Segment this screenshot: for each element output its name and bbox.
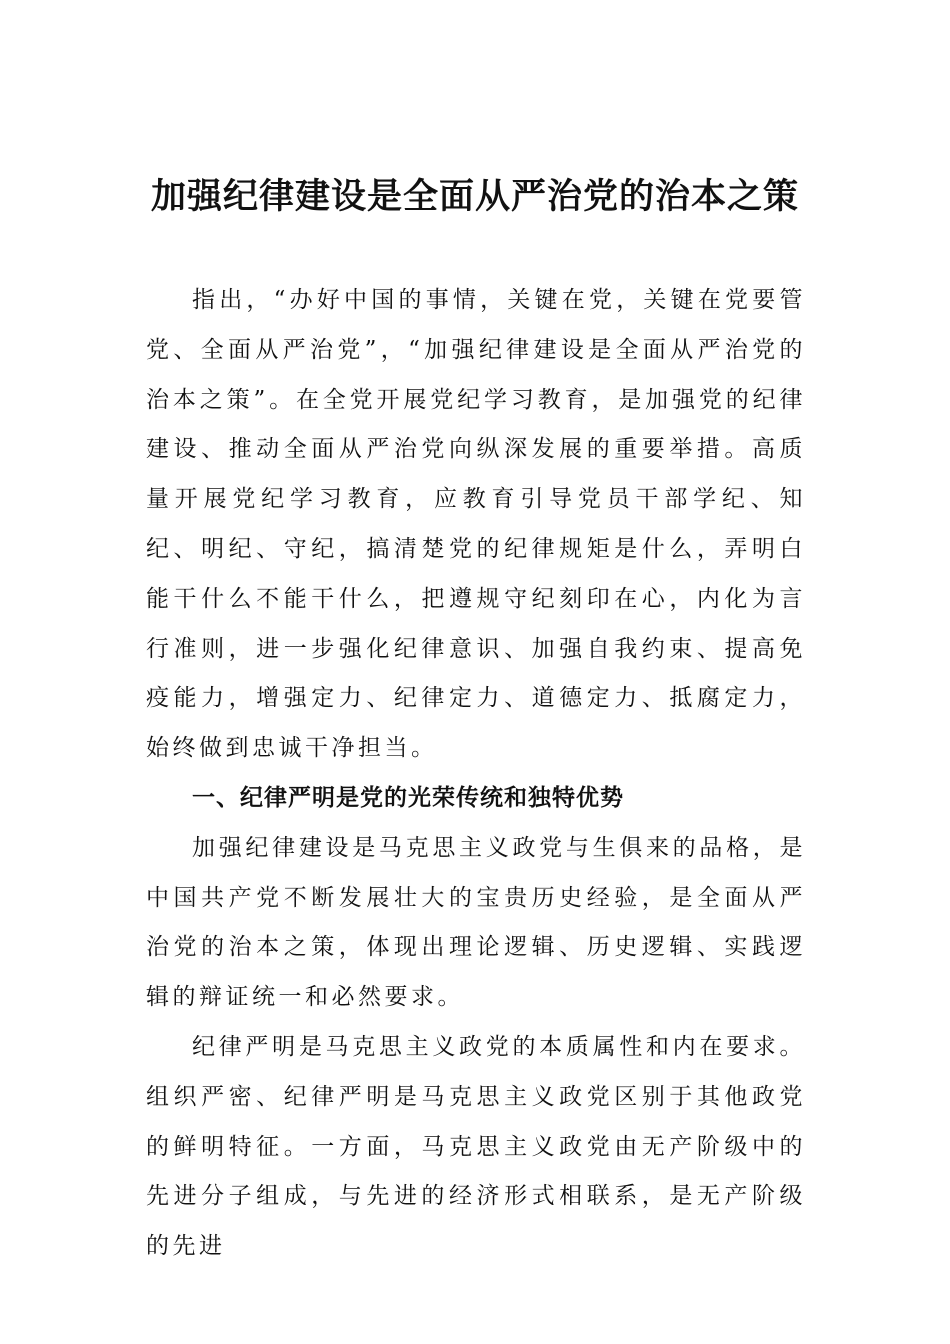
- document-body: [146, 276, 806, 1272]
- intro-paragraph: 指出，“办好中国的事情，关键在党，关键在党要管党、全面从严治党”，“加强纪律建设是全面从严治党的治本之策”。在全党开展党纪学习教育，是加强党的纪律建设、推动全面从严治党向纵深发展的重要举措。高质量开展党纪学习教育，应教育引导党员干部学纪、知纪、明纪、守纪，搞清楚党的纪律规矩是什么，弄明白能干什么不能干什么，把遵规守纪刻印在心，内化为言行准则，进一步强化纪律意识、加强自我约束、提高免疫能力，增强定力、纪律定力、道德定力、抵腐定力，始终做到忠诚干净担当。: [146, 287, 806, 762]
- section-heading: 一、纪律严明是党的光荣传统和独特优势: [192, 784, 624, 811]
- section-paragraph: 加强纪律建设是马克思主义政党与生俱来的品格，是中国共产党不断发展壮大的宝贵历史经验，是全面从严治党的治本之策，体现出理论逻辑、历史逻辑、实践逻辑的辩证统一和必然要求。: [146, 834, 806, 1011]
- document-title: 加强纪律建设是全面从严治党的治本之策: [150, 176, 799, 217]
- section-paragraph: 纪律严明是马克思主义政党的本质属性和内在要求。组织严密、纪律严明是马克思主义政党区别于其他政党的鲜明特征。一方面，马克思主义政党由无产阶级中的先进分子组成，与先进的经济形式相联系，是无产阶级的先进: [146, 1033, 806, 1260]
